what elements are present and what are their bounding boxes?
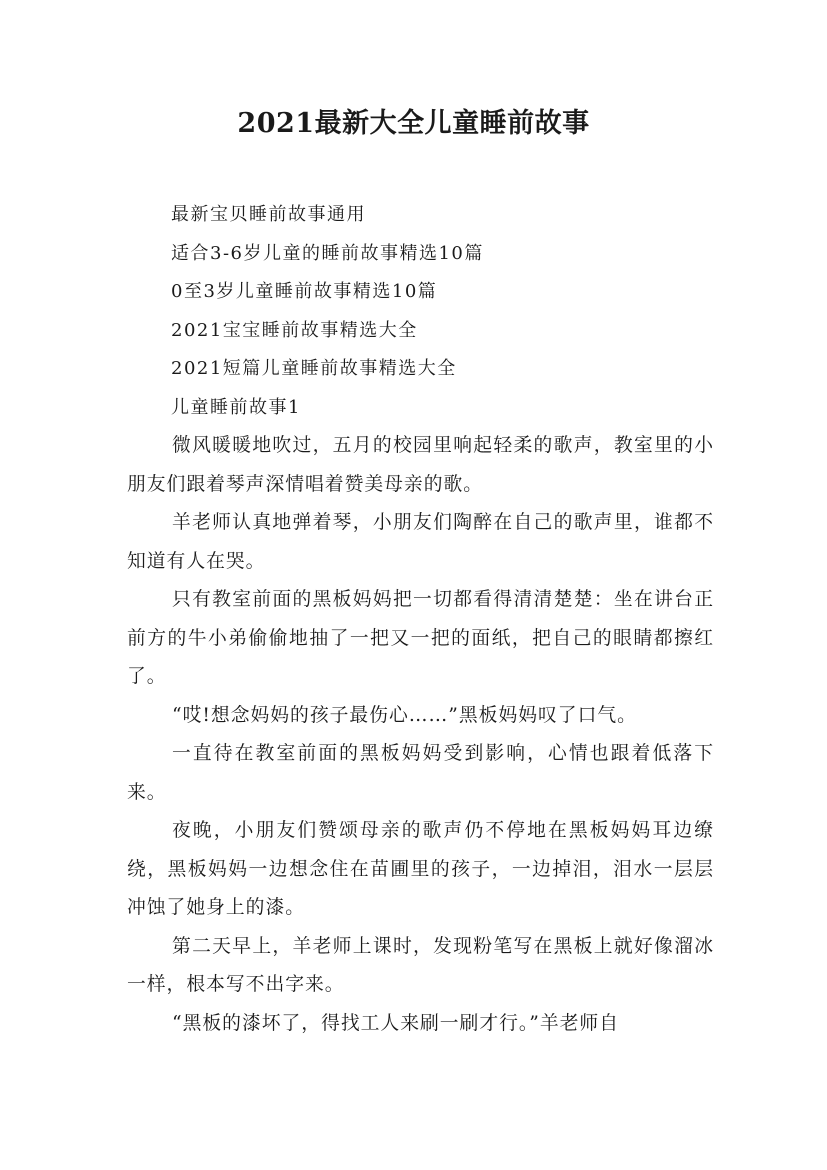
paragraph: 夜晚，小朋友们赞颂母亲的歌声仍不停地在黑板妈妈耳边缭绕，黑板妈妈一边想念住在苗圃里的孩子，一边掉泪，泪水一层层冲蚀了她身上的漆。 <box>127 820 714 918</box>
paragraph: “哎!想念妈妈的孩子最伤心……”黑板妈妈叹了口气。 <box>172 704 637 726</box>
toc-item: 最新宝贝睡前故事通用 <box>171 204 366 225</box>
paragraph: 微风暖暖地吹过，五月的校园里响起轻柔的歌声，教室里的小朋友们跟着琴声深情唱着赞美母亲的歌。 <box>127 435 714 495</box>
toc-item: 2021短篇儿童睡前故事精选大全 <box>171 358 457 379</box>
toc-item: 适合3-6岁儿童的睡前故事精选10篇 <box>171 242 484 264</box>
paragraph: “黑板的漆坏了，得找工人来刷一刷才行。”羊老师自 <box>172 1012 619 1034</box>
document-title: 2021最新大全儿童睡前故事 <box>237 108 590 139</box>
paragraph: 一直待在教室前面的黑板妈妈受到影响，心情也跟着低落下来。 <box>127 743 714 803</box>
paragraph: 第二天早上，羊老师上课时，发现粉笔写在黑板上就好像溜冰一样，根本写不出字来。 <box>127 935 714 995</box>
toc-item: 儿童睡前故事1 <box>171 396 301 418</box>
paragraph: 羊老师认真地弹着琴，小朋友们陶醉在自己的歌声里，谁都不知道有人在哭。 <box>127 512 714 572</box>
toc-item: 2021宝宝睡前故事精选大全 <box>171 319 418 341</box>
paragraph: 只有教室前面的黑板妈妈把一切都看得清清楚楚：坐在讲台正前方的牛小弟偷偷地抽了一把又一把的面纸，把自己的眼睛都擦红了。 <box>127 589 714 687</box>
story-body <box>127 427 714 1043</box>
table-of-contents <box>171 196 731 427</box>
toc-item: 0至3岁儿童睡前故事精选10篇 <box>171 281 438 302</box>
